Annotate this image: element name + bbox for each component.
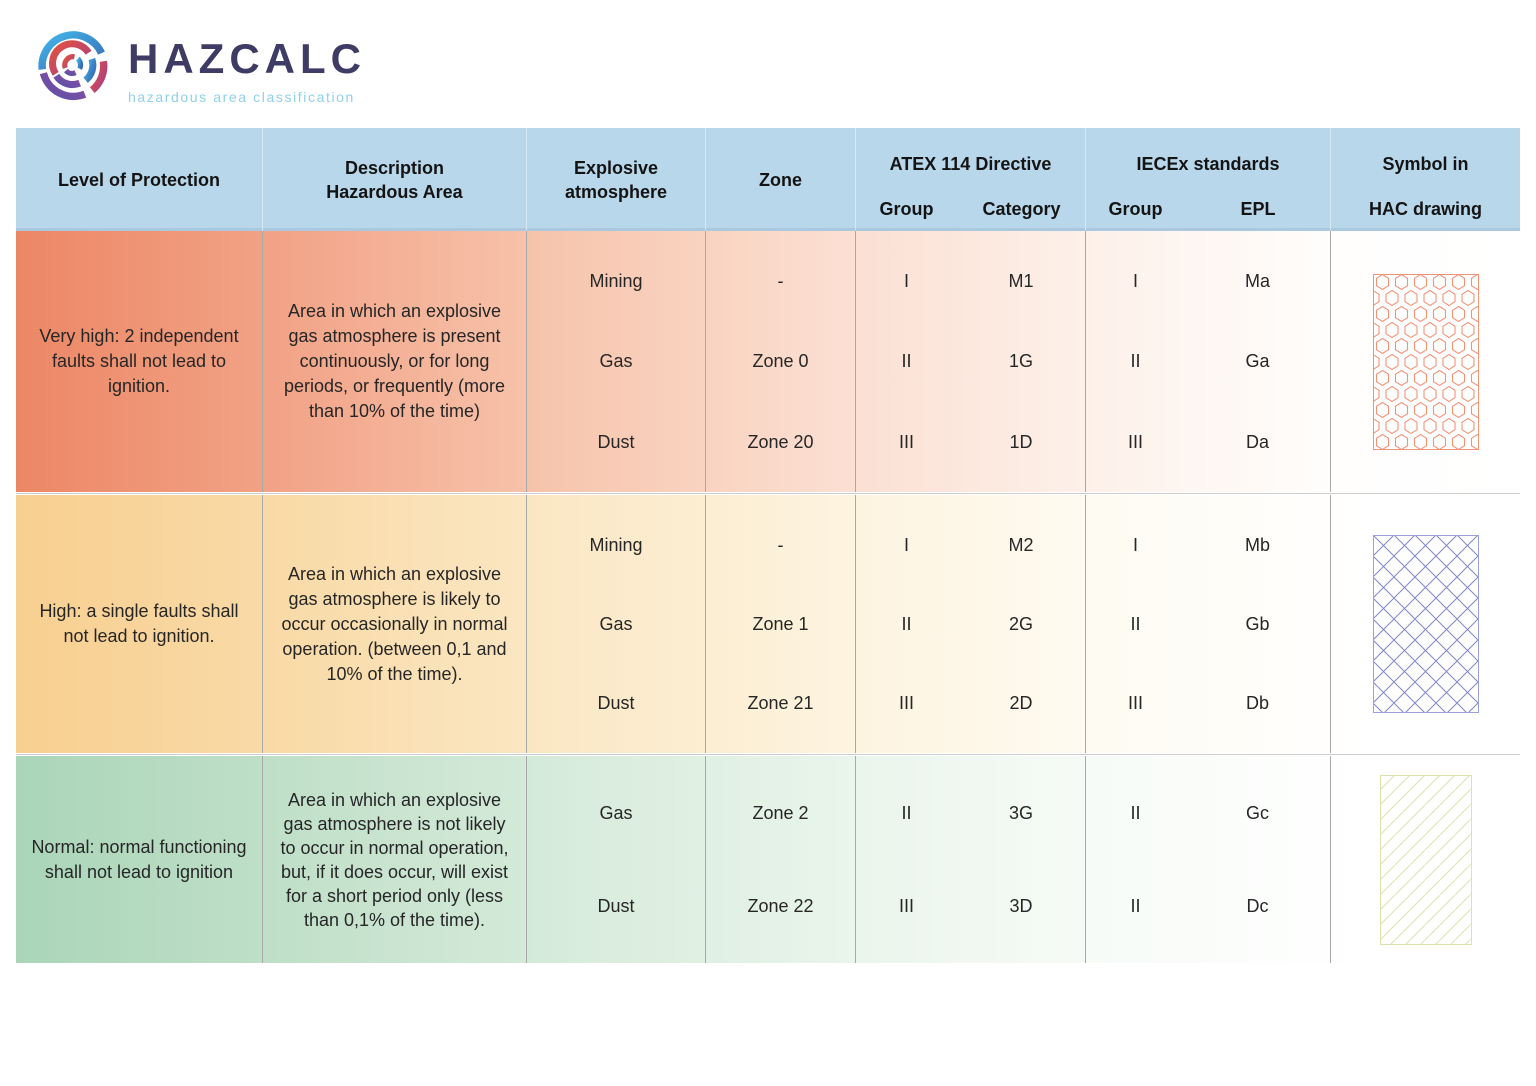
iecex-group-value: II — [1130, 896, 1141, 917]
zone-value: Zone 22 — [747, 896, 814, 917]
header-symbol: Symbol in HAC drawing — [1368, 154, 1482, 219]
epl-list — [1185, 495, 1331, 753]
atex-group-value: II — [901, 802, 912, 823]
epl-value: Gc — [1245, 802, 1269, 823]
zone-value: Zone 20 — [747, 431, 814, 452]
header-atex-subcolumns — [856, 197, 1085, 221]
table-row-high — [16, 495, 1520, 753]
atex-group-list — [856, 495, 957, 753]
zone-value: Zone 2 — [752, 802, 809, 823]
iecex-group-list — [1086, 495, 1185, 753]
atmosphere-list — [527, 231, 706, 492]
zone-list — [706, 495, 856, 753]
atmosphere-list — [527, 495, 706, 753]
atex-group-list — [856, 231, 957, 492]
atmosphere-value: Dust — [597, 431, 635, 452]
atex-category-value: M2 — [1008, 534, 1034, 555]
header-iecex-standards — [1086, 128, 1331, 231]
atmosphere-value: Dust — [597, 896, 635, 917]
atex-group-list — [856, 756, 957, 963]
header-description: Description Hazardous Area — [263, 128, 527, 231]
epl-value: Gb — [1245, 613, 1270, 634]
atex-group-value: III — [898, 896, 914, 917]
atmosphere-value: Gas — [599, 613, 633, 634]
zone-list — [706, 756, 856, 963]
header-level-of-protection: Level of Protection — [16, 128, 263, 231]
iecex-group-value: I — [1132, 271, 1138, 292]
atex-category-list — [957, 756, 1086, 963]
hazcalc-logo-icon — [36, 28, 110, 102]
symbol-cell — [1331, 495, 1520, 753]
atex-group-value: II — [901, 351, 912, 372]
description-cell: Area in which an explosive gas atmosphere is likely to occur occasionally in normal operation. (between 0,1 and 10% of the time). — [263, 495, 527, 753]
diagonal-hatch-pattern-symbol — [1380, 775, 1472, 945]
iecex-group-value: III — [1127, 693, 1143, 714]
zone-list — [706, 231, 856, 492]
atex-category-list — [957, 495, 1086, 753]
atex-category-value: 2G — [1008, 613, 1033, 634]
atex-group-value: III — [898, 693, 914, 714]
symbol-cell — [1331, 756, 1520, 963]
iecex-group-value: III — [1127, 431, 1143, 452]
zone-value: - — [777, 271, 784, 292]
atex-group-value: I — [903, 534, 909, 555]
atmosphere-value: Gas — [599, 351, 633, 372]
atex-group-value: I — [903, 271, 909, 292]
table-header — [16, 128, 1520, 231]
epl-value: Ma — [1244, 271, 1270, 292]
atex-category-list — [957, 231, 1086, 492]
atmosphere-value: Mining — [589, 271, 643, 292]
header-iecex-epl: EPL — [1240, 199, 1276, 219]
zone-value: - — [777, 534, 784, 555]
row-divider — [16, 754, 1520, 755]
header-explosive-atmosphere: Explosive atmosphere — [527, 128, 706, 231]
atex-category-value: M1 — [1008, 271, 1034, 292]
classification-table — [16, 128, 1520, 963]
iecex-group-value: II — [1130, 802, 1141, 823]
table-row-very-high — [16, 231, 1520, 492]
table-row-normal — [16, 756, 1520, 963]
header-atex-group: Group — [879, 199, 934, 219]
brand-text — [128, 28, 366, 105]
hexagon-pattern-symbol — [1373, 274, 1479, 450]
header-atex-title: ATEX 114 Directive — [889, 154, 1052, 174]
iecex-group-value: II — [1130, 613, 1141, 634]
atmosphere-value: Dust — [597, 693, 635, 714]
brand-title: HAZCALC — [128, 35, 366, 82]
epl-value: Dc — [1246, 896, 1269, 917]
iecex-group-value: II — [1130, 351, 1141, 372]
atex-category-value: 1G — [1008, 351, 1033, 372]
epl-value: Da — [1245, 431, 1269, 452]
zone-value: Zone 0 — [752, 351, 809, 372]
level-of-protection-cell: High: a single faults shall not lead to ignition. — [16, 495, 263, 753]
level-of-protection-cell: Very high: 2 independent faults shall not lead to ignition. — [16, 231, 263, 492]
description-cell: Area in which an explosive gas atmosphere is present continuously, or for long periods, or frequently (more than 10% of the time) — [263, 231, 527, 492]
header-iecex-group: Group — [1108, 199, 1163, 219]
header-iecex-title: IECEx standards — [1136, 154, 1280, 174]
zone-value: Zone 1 — [752, 613, 809, 634]
row-divider — [16, 493, 1520, 494]
level-of-protection-cell: Normal: normal functioning shall not lead to ignition — [16, 756, 263, 963]
atex-category-value: 2D — [1009, 693, 1033, 714]
epl-list — [1185, 756, 1331, 963]
atex-group-value: III — [898, 431, 914, 452]
atmosphere-list — [527, 756, 706, 963]
symbol-cell — [1331, 231, 1520, 492]
zone-value: Zone 21 — [747, 693, 814, 714]
atmosphere-value: Mining — [589, 534, 643, 555]
epl-list — [1185, 231, 1331, 492]
atex-group-value: II — [901, 613, 912, 634]
header-iecex-subcolumns — [1086, 197, 1330, 221]
atex-category-value: 1D — [1009, 431, 1033, 452]
description-cell: Area in which an explosive gas atmosphere is not likely to occur in normal operation, but, if it does occur, will exist for a short period only (less than 0,1% of the time). — [263, 756, 527, 963]
atex-category-value: 3G — [1008, 802, 1033, 823]
brand-subtitle: hazardous area classification — [128, 89, 355, 105]
crosshatch-pattern-symbol — [1373, 535, 1479, 713]
atex-category-value: 3D — [1009, 896, 1033, 917]
header-atex-directive — [856, 128, 1086, 231]
iecex-group-list — [1086, 231, 1185, 492]
header-atex-category: Category — [982, 199, 1061, 219]
brand-header — [36, 28, 366, 105]
atmosphere-value: Gas — [599, 802, 633, 823]
iecex-group-list — [1086, 756, 1185, 963]
header-zone: Zone — [706, 128, 856, 231]
iecex-group-value: I — [1132, 534, 1138, 555]
epl-value: Db — [1245, 693, 1269, 714]
epl-value: Mb — [1244, 534, 1270, 555]
epl-value: Ga — [1245, 351, 1270, 372]
